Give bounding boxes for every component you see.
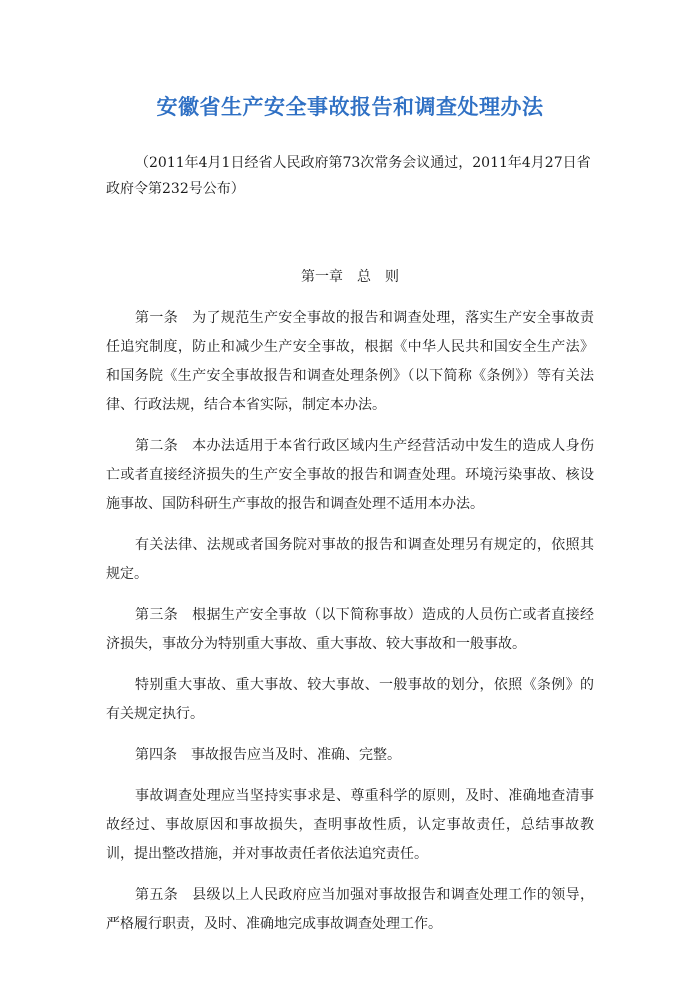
article-number: 第三条 [135, 607, 179, 623]
article-paragraph [106, 432, 594, 519]
article-text: 事故调查处理应当坚持实事求是、尊重科学的原则，及时、准确地查清事故经过、事故原因和事故损失，查明事故性质，认定事故责任，总结事故教训，提出整改措施，并对事故责任者依法追究责任。 [106, 788, 594, 862]
article-text: 有关法律、法规或者国务院对事故的报告和调查处理另有规定的，依照其规定。 [106, 537, 594, 582]
article-number: 第一条 [135, 310, 179, 326]
article-paragraph [106, 601, 594, 659]
article-text: 县级以上人民政府应当加强对事故报告和调查处理工作的领导，严格履行职责，及时、准确地完成事故调查处理工作。 [106, 887, 595, 932]
article-text: 事故报告应当及时、准确、完整。 [191, 747, 401, 763]
chapter-heading: 第一章 总 则 [301, 269, 399, 285]
document-title: 安徽省生产安全事故报告和调查处理办法 [156, 95, 544, 119]
article-number: 第四条 [135, 747, 177, 763]
article-paragraph [106, 671, 594, 729]
article-number: 第五条 [135, 887, 179, 903]
article-paragraph [106, 741, 594, 770]
article-text: 根据生产安全事故（以下简称事故）造成的人员伤亡或者直接经济损失，事故分为特别重大事故、重大事故、较大事故和一般事故。 [106, 607, 595, 652]
article-paragraph [106, 782, 594, 869]
article-text: 特别重大事故、重大事故、较大事故、一般事故的划分，依照《条例》的有关规定执行。 [106, 677, 594, 722]
article-paragraph [106, 304, 594, 420]
article-text: 本办法适用于本省行政区域内生产经营活动中发生的造成人身伤亡或者直接经济损失的生产安全事故的报告和调查处理。环境污染事故、核设施事故、国防科研生产事故的报告和调查处理不适用本办法。 [106, 438, 595, 512]
article-paragraph [106, 531, 594, 589]
article-paragraph [106, 881, 594, 939]
adoption-note: （2011年4月1日经省人民政府第73次常务会议通过，2011年4月27日省政府令第232号公布） [106, 155, 591, 197]
article-text: 为了规范生产安全事故的报告和调查处理，落实生产安全事故责任追究制度，防止和减少生产安全事故，根据《中华人民共和国安全生产法》和国务院《生产安全事故报告和调查处理条例》（以下简称《条例》）等有关法律、行政法规，结合本省实际，制定本办法。 [106, 310, 595, 413]
article-number: 第二条 [135, 438, 179, 454]
